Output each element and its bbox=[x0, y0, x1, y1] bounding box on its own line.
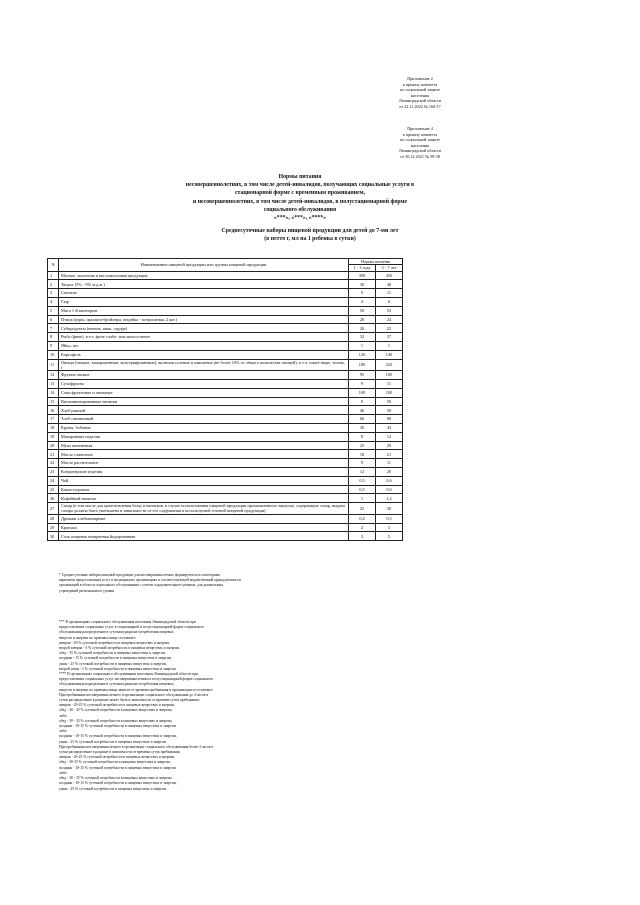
footnote-line: При пребывании несовершеннолетнего в организации социального обслуживания более 4 часов в bbox=[59, 744, 214, 749]
footnote-line: предоставлении социальных услуг в стационарной и полустационарной форме социального bbox=[59, 625, 204, 630]
product-name: Крупы, бобовые bbox=[59, 423, 349, 432]
title-line: социального обслуживания bbox=[263, 206, 337, 213]
table-row bbox=[48, 532, 403, 541]
footnote-line: либо bbox=[59, 729, 67, 734]
norm-3-7: 6 bbox=[376, 297, 403, 306]
appendix-block-2 bbox=[360, 126, 480, 160]
footnote-line: полдник - 10-15 % суточной потребности в пищевых веществах и энергии bbox=[59, 765, 176, 770]
footnote-line: второй завтрак - 5 % суточной потребности в пищевых веществах и энергии, bbox=[59, 646, 180, 651]
product-name: Витаминизированные напитки bbox=[59, 397, 349, 406]
header-num: N bbox=[48, 259, 59, 272]
row-number: 2 bbox=[48, 280, 59, 289]
product-name: Субпродукты (печень, язык, сердце) bbox=[59, 324, 349, 333]
product-name: Рыба (филе), в т.ч. филе слабо- или малосоленое bbox=[59, 333, 349, 342]
norm-3-7: 5 bbox=[376, 532, 403, 541]
appendix-block-1 bbox=[360, 76, 480, 110]
table-row bbox=[48, 350, 403, 359]
row-number: 11 bbox=[48, 359, 59, 371]
appendix-line: по социальной защите bbox=[399, 87, 440, 93]
norm-1-3: 390 bbox=[349, 271, 376, 280]
table-row bbox=[48, 333, 403, 342]
footnote-line: завтрак - 20-25 % суточной потребности в пищевых веществах и энергии, bbox=[59, 755, 176, 760]
norm-3-7: 11 bbox=[376, 289, 403, 298]
norm-3-7: 0,6 bbox=[376, 476, 403, 485]
footnote-line: полдник - 15 % суточной потребности в пищевых веществах и энергии, bbox=[59, 656, 172, 661]
norm-3-7: 450 bbox=[376, 271, 403, 280]
norm-1-3: 1 bbox=[349, 341, 376, 350]
norm-3-7: 1 bbox=[376, 341, 403, 350]
row-number: 20 bbox=[48, 441, 59, 450]
norm-3-7: 30 bbox=[376, 503, 403, 515]
table-row bbox=[48, 450, 403, 459]
footnote-line: обед - 30 - 35 % суточной потребности в пищевых веществах и энергии, bbox=[59, 718, 173, 723]
document-title bbox=[150, 173, 450, 222]
footnote-line: * Среднесуточные наборы пищевой продукции для несовершеннолетних формируются по категориям bbox=[59, 573, 220, 577]
product-name: Хлеб пшеничный bbox=[59, 415, 349, 424]
product-name: Макаронные изделия bbox=[59, 432, 349, 441]
row-number: 25 bbox=[48, 485, 59, 494]
norm-1-3: 2 bbox=[349, 523, 376, 532]
row-number: 8 bbox=[48, 333, 59, 342]
product-name: Кофейный напиток bbox=[59, 494, 349, 503]
row-number: 9 bbox=[48, 341, 59, 350]
product-name: Соки фруктовые и овощные bbox=[59, 388, 349, 397]
product-name: Дрожжи хлебопекарные bbox=[59, 514, 349, 523]
table-row bbox=[48, 297, 403, 306]
norm-3-7: 100 bbox=[376, 388, 403, 397]
appendix-line: от 22.11.2022 № 160-17 bbox=[399, 103, 441, 109]
norm-1-3: 32 bbox=[349, 333, 376, 342]
table-row bbox=[48, 359, 403, 371]
norm-3-7: 12 bbox=[376, 432, 403, 441]
table-row bbox=[48, 476, 403, 485]
footnote-line: веществ и энергии по приемам пищи составляет: bbox=[59, 635, 137, 640]
row-number: 23 bbox=[48, 467, 59, 476]
norm-3-7: 25 bbox=[376, 324, 403, 333]
norm-1-3: 9 bbox=[349, 379, 376, 388]
row-number: 6 bbox=[48, 315, 59, 324]
table-row bbox=[48, 315, 403, 324]
row-number: 22 bbox=[48, 459, 59, 468]
title-line: и несовершеннолетних, в том числе детей-инвалидов, в полустационарной форме bbox=[192, 198, 408, 205]
norm-1-3: 60 bbox=[349, 415, 376, 424]
product-name: Масло растительное bbox=[59, 459, 349, 468]
title-line: Нормы питания bbox=[278, 174, 322, 180]
footnote-line: обед - 35 % суточной потребности в пищевых веществах и энергии, bbox=[59, 651, 166, 656]
product-name: Яйцо, шт. bbox=[59, 341, 349, 350]
title-line: «***», «***», «****» bbox=[273, 215, 327, 222]
footnote-line: завтрак - 20-25 % суточной потребности в пищевых веществах и энергии, bbox=[59, 703, 176, 708]
footnote-line: полдник - 10-15 % суточной потребности в пищевых веществах и энергии, bbox=[59, 734, 177, 739]
row-number: 10 bbox=[48, 350, 59, 359]
norm-3-7: 40 bbox=[376, 280, 403, 289]
norm-1-3: 0,5 bbox=[349, 476, 376, 485]
footnote-1 bbox=[59, 573, 399, 594]
norm-1-3: 100 bbox=[349, 388, 376, 397]
norm-3-7: 11 bbox=[376, 379, 403, 388]
footnote-line: При пребывании несовершеннолетнего в организации социального обслуживания до 4 часов в bbox=[59, 692, 209, 697]
row-number: 4 bbox=[48, 297, 59, 306]
footnote-line: завтрак - 20 % суточной потребности в пищевых веществах и энергии, bbox=[59, 640, 171, 645]
appendix-line: к приказу комитета bbox=[402, 81, 438, 87]
footnote-line: **** В организациях социального обслуживания населения Ленинградской области при bbox=[59, 672, 198, 677]
footnote-line: полдник - 10-15 % суточной потребности в пищевых веществах и энергии bbox=[59, 724, 176, 729]
row-number: 17 bbox=[48, 415, 59, 424]
table-row bbox=[48, 371, 403, 380]
norm-3-7: 29 bbox=[376, 441, 403, 450]
norm-1-3: 3 bbox=[349, 532, 376, 541]
table-row bbox=[48, 415, 403, 424]
norm-3-7: 140 bbox=[376, 350, 403, 359]
norm-1-3: 30 bbox=[349, 280, 376, 289]
norm-3-7: 0,5 bbox=[376, 514, 403, 523]
table-row bbox=[48, 324, 403, 333]
appendix-line: по социальной защите bbox=[399, 137, 440, 143]
norm-1-3: 9 bbox=[349, 289, 376, 298]
product-name: Масло сливочное bbox=[59, 450, 349, 459]
product-name: Сахар (в том числе для приготовления блюд и напитков, в случае использования пищевой продукции промышленного выпуска, содержащих сахар, выдача сахара должна быть уменьшена в зависимости от его содержания в используемой готовой пищевой продукции) bbox=[59, 503, 349, 515]
table-row bbox=[48, 379, 403, 388]
norm-1-3: 0,4 bbox=[349, 514, 376, 523]
subtitle-line: Среднесуточные наборы пищевой продукции для детей до 7-ми лет bbox=[221, 228, 399, 234]
table-row bbox=[48, 341, 403, 350]
header-age-3-7: 3 - 7 лет bbox=[376, 265, 403, 271]
footnote-line: полдник - 10-15 % суточной потребности в пищевых веществах и энергии, bbox=[59, 781, 177, 786]
table-row bbox=[48, 485, 403, 494]
product-name: Мука пшеничная bbox=[59, 441, 349, 450]
product-name: Птица (куры, цыплята-бройлеры, индейка - потрошеная, 2 кат.) bbox=[59, 315, 349, 324]
norm-3-7: 50 bbox=[376, 397, 403, 406]
product-name: Творог (5% - 9% м.д.ж.) bbox=[59, 280, 349, 289]
product-name: Молоко, молочная и кисломолочная продукция bbox=[59, 271, 349, 280]
appendix-line: населения bbox=[410, 92, 430, 98]
table-row bbox=[48, 289, 403, 298]
norm-3-7: 55 bbox=[376, 306, 403, 315]
table-row bbox=[48, 306, 403, 315]
norm-1-3: 4 bbox=[349, 297, 376, 306]
row-number: 14 bbox=[48, 388, 59, 397]
footnote-line: обслуживания распределение в суточном рационе потребления пищевых bbox=[59, 630, 174, 635]
norm-1-3: 1 bbox=[349, 494, 376, 503]
row-number: 13 bbox=[48, 379, 59, 388]
appendix-line: Приложение 2 bbox=[407, 76, 433, 81]
norm-3-7: 20 bbox=[376, 467, 403, 476]
norm-3-7: 37 bbox=[376, 333, 403, 342]
appendix-line: Ленинградской области bbox=[398, 98, 442, 104]
row-number: 27 bbox=[48, 503, 59, 515]
table-row bbox=[48, 494, 403, 503]
table-body bbox=[48, 271, 403, 541]
norm-1-3: 120 bbox=[349, 350, 376, 359]
footnote-line: сутки распределение в рационе может быть в зависимости от времени суток пребывания: bbox=[59, 698, 200, 703]
row-number: 16 bbox=[48, 406, 59, 415]
norm-1-3: 0 bbox=[349, 397, 376, 406]
subtitle-line: (в нетто г, мл на 1 ребенка в сутки) bbox=[264, 236, 356, 242]
product-name: Фрукты свежие bbox=[59, 371, 349, 380]
appendix-line: от 30.12.2021 № 39-38 bbox=[400, 153, 440, 159]
norm-3-7: 3 bbox=[376, 523, 403, 532]
table-row bbox=[48, 523, 403, 532]
product-name: Кондитерские изделия bbox=[59, 467, 349, 476]
table-row bbox=[48, 503, 403, 515]
product-name: Овощи (свежие, замороженные, консервированные), включая соленые и квашеные (не более 10% от общего количества овощей), в т.ч. томат-пюре, зелень, г bbox=[59, 359, 349, 371]
footnote-line: вариантов предоставления услуг в медицинских организациях и соответствующей ведомственной принадлежности bbox=[59, 578, 241, 583]
product-name: Сухофрукты bbox=[59, 379, 349, 388]
table-row bbox=[48, 514, 403, 523]
norm-1-3: 30 bbox=[349, 423, 376, 432]
row-number: 5 bbox=[48, 306, 59, 315]
footnote-line: либо bbox=[59, 713, 67, 718]
footnote-line: обед - 30 - 35 % суточной потребности в пищевых веществах и энергии, bbox=[59, 708, 173, 713]
appendix-line: к приказу комитета bbox=[402, 131, 438, 137]
norm-3-7: 50 bbox=[376, 406, 403, 415]
row-number: 24 bbox=[48, 476, 59, 485]
product-name: Крахмал bbox=[59, 523, 349, 532]
header-age-1-3: 1 - 3 года bbox=[349, 265, 376, 271]
norm-1-3: 18 bbox=[349, 450, 376, 459]
norm-1-3: 95 bbox=[349, 371, 376, 380]
row-number: 26 bbox=[48, 494, 59, 503]
norm-1-3: 8 bbox=[349, 432, 376, 441]
norm-3-7: 0,6 bbox=[376, 485, 403, 494]
footnote-line: *** В организациях социального обслуживания населения Ленинградской области при bbox=[59, 620, 197, 624]
header-product-name: Наименование пищевой продукции или группы пищевой продукции bbox=[59, 259, 349, 272]
norm-1-3: 20 bbox=[349, 315, 376, 324]
norm-3-7: 80 bbox=[376, 415, 403, 424]
footnote-line: организаций в области социального обслуживания с учетом оздоровительного режима, для дошкольных bbox=[59, 583, 224, 588]
norm-1-3: 25 bbox=[349, 503, 376, 515]
row-number: 18 bbox=[48, 423, 59, 432]
norm-3-7: 24 bbox=[376, 315, 403, 324]
norm-3-7: 11 bbox=[376, 459, 403, 468]
row-number: 29 bbox=[48, 523, 59, 532]
norm-1-3: 40 bbox=[349, 406, 376, 415]
footnote-line: ужин - 25 % суточной потребности в пищевых веществах и энергии, bbox=[59, 661, 167, 666]
table-row bbox=[48, 467, 403, 476]
footnote-line: обслуживания распределение в суточном рационе потребления пищевых bbox=[59, 682, 174, 687]
title-line: несовершеннолетних, в том числе детей-инвалидов, получающих социальные услуги в bbox=[185, 182, 415, 189]
norm-1-3: 9 bbox=[349, 459, 376, 468]
footnote-line: ужин - 25 % суточной потребности в пищевых веществах и энергии. bbox=[59, 786, 167, 791]
product-name: Картофель bbox=[59, 350, 349, 359]
table-row bbox=[48, 397, 403, 406]
footnote-line: обед - 30-35 % суточной потребности в пищевых веществах и энергии, bbox=[59, 760, 171, 765]
norm-3-7: 21 bbox=[376, 450, 403, 459]
footnote-line: второй ужин - 5 % суточной потребности в пищевых веществах и энергии. bbox=[59, 666, 177, 671]
product-name: Мясо 1-й категории bbox=[59, 306, 349, 315]
product-name: Чай bbox=[59, 476, 349, 485]
table-subtitle bbox=[150, 227, 470, 243]
row-number: 7 bbox=[48, 324, 59, 333]
table-row bbox=[48, 271, 403, 280]
product-name: Сыр bbox=[59, 297, 349, 306]
appendix-line: Ленинградской области bbox=[398, 148, 442, 154]
row-number: 1 bbox=[48, 271, 59, 280]
norm-3-7: 1,2 bbox=[376, 494, 403, 503]
row-number: 15 bbox=[48, 397, 59, 406]
norm-1-3: 180 bbox=[349, 359, 376, 371]
product-name: Какао-порошок bbox=[59, 485, 349, 494]
footnote-line: обед - 30 - 35 % суточной потребности в пищевых веществах и энергии, bbox=[59, 776, 173, 781]
footnote-line: веществ и энергии по приемам пищи зависит от времени пребывания в организации и составляет: bbox=[59, 687, 214, 692]
food-norms-table bbox=[47, 258, 403, 541]
footnote-line: сутки распределение в рационе в зависимости от времени суток пребывания: bbox=[59, 750, 181, 755]
footnote-line: либо bbox=[59, 770, 67, 775]
footnote-line: учреждений регионального уровня bbox=[59, 588, 115, 593]
table-row bbox=[48, 459, 403, 468]
norm-3-7: 100 bbox=[376, 371, 403, 380]
norm-1-3: 50 bbox=[349, 306, 376, 315]
table-row bbox=[48, 423, 403, 432]
table-row bbox=[48, 432, 403, 441]
norm-3-7: 43 bbox=[376, 423, 403, 432]
product-name: Соль пищевая поваренная йодированная bbox=[59, 532, 349, 541]
appendix-line: Приложение 4 bbox=[407, 126, 433, 131]
table-row bbox=[48, 406, 403, 415]
header-norms: Нормы питания bbox=[349, 259, 403, 265]
norm-1-3: 12 bbox=[349, 467, 376, 476]
footnote-line: предоставлении социальных услуг несовершеннолетним в полустационарной форме социального bbox=[59, 677, 214, 682]
row-number: 30 bbox=[48, 532, 59, 541]
footnote-line: ужин - 25 % суточной потребности в пищевых веществах и энергии. bbox=[59, 739, 167, 744]
appendix-line: населения bbox=[410, 142, 430, 148]
table-row bbox=[48, 280, 403, 289]
row-number: 12 bbox=[48, 371, 59, 380]
title-line: стационарной форме с временным проживанием, bbox=[234, 190, 366, 197]
product-name: Сметана bbox=[59, 289, 349, 298]
norm-1-3: 0,5 bbox=[349, 485, 376, 494]
row-number: 3 bbox=[48, 289, 59, 298]
row-number: 19 bbox=[48, 432, 59, 441]
row-number: 28 bbox=[48, 514, 59, 523]
norm-3-7: 220 bbox=[376, 359, 403, 371]
norm-1-3: 20 bbox=[349, 324, 376, 333]
norm-1-3: 25 bbox=[349, 441, 376, 450]
table-row bbox=[48, 388, 403, 397]
row-number: 21 bbox=[48, 450, 59, 459]
footnote-2 bbox=[59, 620, 399, 792]
product-name: Хлеб ржаной bbox=[59, 406, 349, 415]
table-row bbox=[48, 441, 403, 450]
